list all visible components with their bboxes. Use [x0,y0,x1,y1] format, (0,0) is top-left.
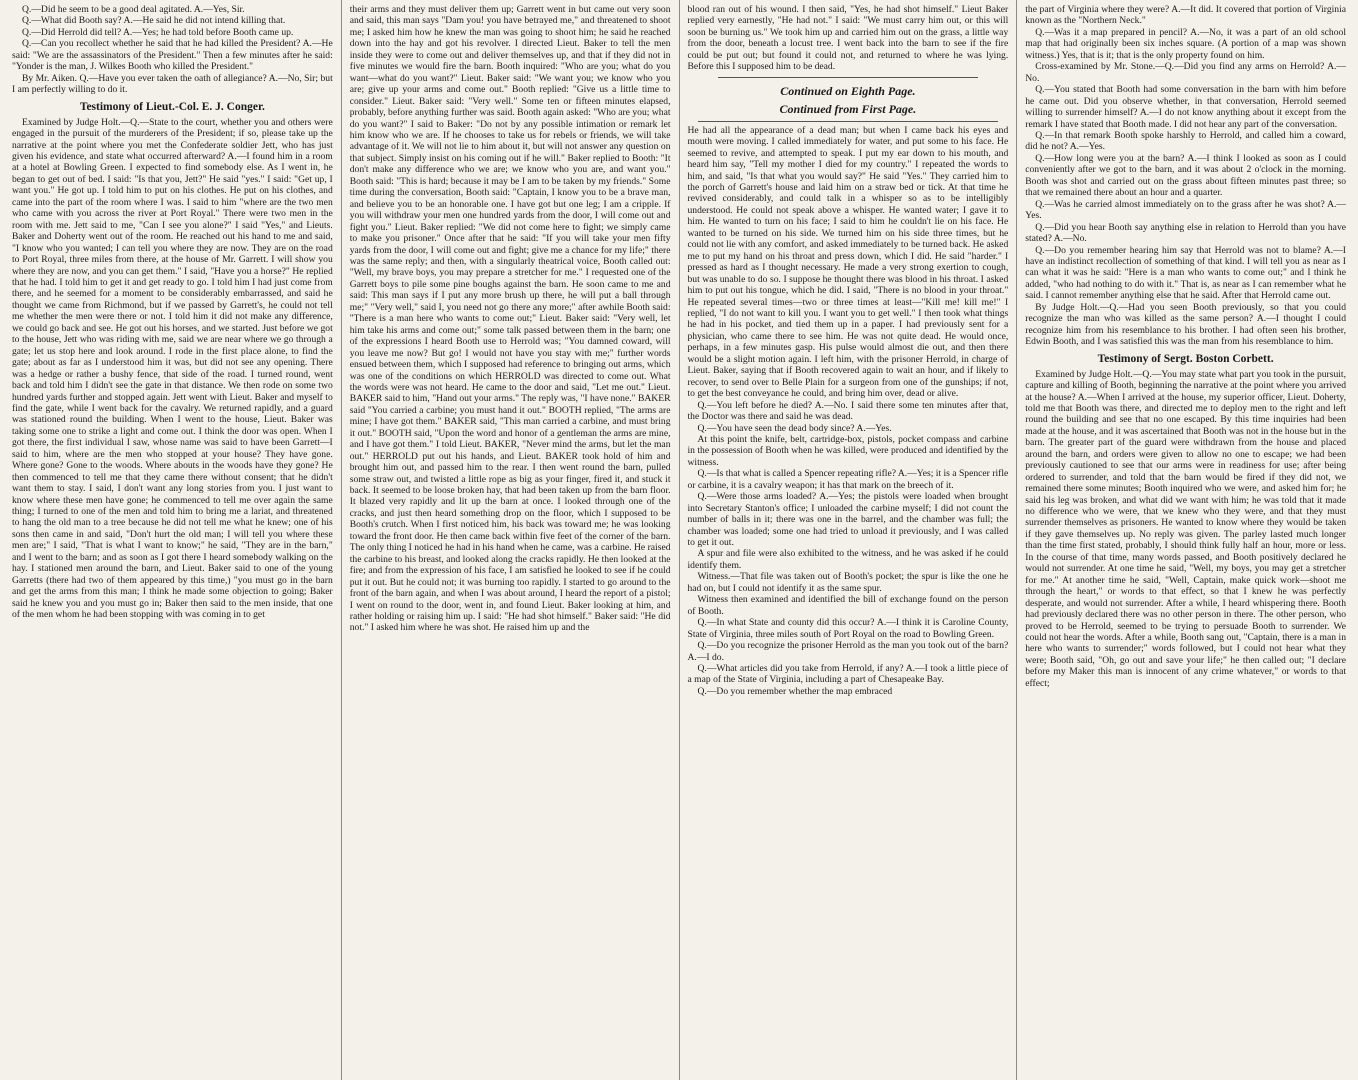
article-paragraph: Q.—Did he seem to be a good deal agitated. A.—Yes, Sir. [22,4,245,15]
article-paragraph: Q.—Do you recognize the prisoner Herrold as the man you took out of the barn? A.—I do. [687,640,1009,663]
article-paragraph: He had all the appearance of a dead man; but when I came back his eyes and mouth were moving. I called immediately for water, and put some to his face. He seemed to revive, and attempted to speak. I put my ear down to his mouth, and heard him say, "Tell my mother I died for my country." I repeated the words to him, and said, "Is that what you would say?" He said "Yes." They carried him to the porch of Garrett's house and laid him on a straw bed or tick. At that time he revived considerably, and could talk in a whisper so as to be intelligibly understood. He could not speak above a whisper. He wanted water; I gave it to him. He wanted to turn on his face; I said to him he couldn't lie on his face. He wanted to be turned on his side. We turned him on his side three times, but he could not lie with any comfort, and asked immediately to be turned back. He asked me to put my hand on his throat and press down, which I did. He said "harder." I pressed as hard as I thought necessary. He made a very strong exertion to cough, but was unable to do so. I suppose he thought there was blood in his throat. I asked him to put out his tongue, which he did. I said, "There is no blood in your throat." He repeated several times—two or three times at least—"Kill me! kill me!" I replied, "I do not want to kill you. I want you to get well." I then took what things he had in his pocket, and tied them up in a paper. I had previously sent for a physician, who came there to see him. He was not quite dead. He would once, perhaps, in a few minutes gasp. His pulse would almost die out, and then there would be a slight motion again. I left him, with the prisoner Herrold, in charge of Lieut. Baker, saying that if Booth recovered again to wait an hour, and if likely to recover, to send over to Belle Plain for a surgeon from one of the gunships; if not, to get the best conveyance he could, and bring him over, dead or alive. [687,124,1009,400]
section-heading: Testimony of Lieut.-Col. E. J. Conger. [79,100,265,113]
article-paragraph: By Mr. Aiken. Q.—Have you ever taken the oath of allegiance? A.—No, Sir; but I am perfectly willing to do it. [12,72,333,96]
article-paragraph: Q.—Was it a map prepared in pencil? A.—No, it was a part of an old school map that had originally been six inches square. (A portion of a map was shown witness.) Yes, that is it; that is the only property found on him. [1025,26,1346,61]
article-paragraph: their arms and they must deliver them up; Garrett went in but came out very soon and said, this man says "Dam you! you have betrayed me," and threatened to shoot me; I asked him how he knew the man was going to shoot him; he said he reached down into the hay and got his revolver. I directed Lieut. Baker to tell the men inside they were to come out and deliver themselves up, and that if they did not in five minutes we would fire the barn. Booth inquired: "Who are you; what do you want—what do you want?" Lieut. Baker said: "We want you; we know who you are; give up your arms and come out." Booth replied: "Give us a little time to consider." Lieut. Baker said: "Very well." Some ten or fifteen minutes elapsed, probably, before anything further was said. Booth again asked: "Who are you; what do you want?" I said to Baker: "Do not by any possible intimation or remark let him know who we are. If he chooses to take us for rebels or friends, we will take advantage of it. We will not lie to him about it, but will not answer any question on that subject. Simply insist on his coming out if he will." Baker replied to Booth: "It don't make any difference who we are; we know who you are, and want you." Booth said: "This is hard; because it may be I am to be taken by my friends." Some time during the conversation, Booth said: "Captain, I know you to be a brave man, and believe you to be an honorable one. I have got but one leg; I am a cripple. If you will withdraw your men one hundred yards from the door, I will come out and fight you." Lieut. Baker replied: "We did not come here to fight; we simply came to make you prisoner." Once after that he said: "If you will take your men fifty yards from the door, I will come out and fight; give me a chance for my life;" there was the same reply; and then, with a singularly theatrical voice, Booth called out: "Well, my brave boys, you may prepare a stretcher for me." I requested one of the Garrett boys to pile some pine boughs against the barn. He soon came to me and said: This man says if I put any more brush up there, he will put a ball through me;" "Very well," said I, you need not go there any more;" after awhile Booth said: "There is a man here who wants to come out;" Lieut. Baker said: "Very well, let him take his arms and come out;" some talk passed between them in the barn; one of the expressions I heard Booth use to Herrold was; "You damned coward, will you leave me now? But go! I would not have you stay with me;" further words ensued between them, which I supposed had reference to bringing out arms, which was one of the conditions on which HERROLD was directed to come out. What the words were was not heard. He came to the door and said, "Let me out." Lieut. BAKER said to him, "Hand out your arms." The reply was, "I have none." BAKER said "You carried a carbine; you must hand it out." BOOTH replied, "The arms are mine; I have got them." BAKER said, "This man carried a carbine, and must bring it out." BOOTH said, "Upon the word and honor of a gentleman the arms are mine, and I have got them." I told Lieut. BAKER, "Never mind the arms, but let the man out." HERROLD put out his hands, and Lieut. BAKER took hold of him and brought him out, and passed him to the rear. I then went round the barn, pulled some straw out, and twisted a little rope as big as your finger, fired it, and stuck it back. It seemed to be loose broken hay, that had been taken up from the barn floor. It blazed very rapidly and lit up the barn at once. I looked through one of the cracks, and just then heard something drop on the floor, which I supposed to be Booth's crutch. When I first noticed him, his back was toward me; he was looking toward the front door. He then came back within five feet of the corner of the barn. The only thing I noticed he had in his hand when he came, was a carbine. He raised the carbine to his breast, and looked along the cracks rapidly. He then looked at the fire; and from the expression of his face, I am satisfied he looked to see if he could put it out. But he could not; it was burning too rapidly. I started to go around to the front of the barn again, and when I was about around, I heard the report of a pistol; I went on round to the door, went in, and found Lieut. Baker looking at him, and rather holding or raising him up. I said: "He had shot himself." Baker said: "He did not." I asked him where he was shot. He raised him up and the [349,4,671,634]
article-paragraph: Q.—Can you recollect whether he said that he had killed the President? A.—He said: "We are the assassinators of the President." Then a few minutes after he said: "Yonder is the man, J. Wilkes Booth who killed the President." [12,38,333,73]
section-heading: Testimony of Sergt. Boston Corbett. [1097,352,1274,365]
article-paragraph: Q.—In what State and county did this occur? A.—I think it is Caroline County, State of Virginia, three miles south of Port Royal on the road to Bowling Green. [687,617,1009,640]
section-divider [718,77,979,78]
article-paragraph: Q.—Did Herrold did tell? A.—Yes; he had told before Booth came up. [22,26,294,38]
article-paragraph: Examined by Judge Holt.—Q.—You may state what part you took in the pursuit, capture and killing of Booth, beginning the narrative at the point where you arrived at the house? A.—When I arrived at the house, my superior officer, Lieut. Doherty, told me that Booth was there, and directed me to deploy men to the right and left round the building and see that no one escaped. By this time inquiries had been made at the house, and it was ascertained that Booth was not in the house but in the barn. The greater part of the guard were withdrawn from the house and placed around the barn, and orders were given to allow no one to escape; we had been previously cautioned to see that our arms were in readiness for use; after being ordered to surrender, and told that the barn would be fired if they did not, we remained there some minutes; Booth inquired who we were, and asked him for; he said his leg was broken, and what did we want with him; he was told that it made no difference who we were, that we knew who they were, and that they must surrender themselves as prisoners. He wanted to know where they would be taken if they gave themselves up. No reply was given. The parley lasted much longer than the time first stated, probably, I should think fully half an hour, more or less. In the course of that time, many words passed, and Booth positively declared he would not surrender. At one time he said, "Well, my boys, you may get a stretcher for me." At another time he said, "Well, Captain, make quick work—shoot me through the heart," or words to that effect, so that I knew he was perfectly desperate, and would not surrender. After a while, I heard whispering there. Booth had previously declared there was no other person in there. The other person, who proved to be Herrold, seemed to be trying to persuade Booth to surrender. We could not hear the words. After a while, Booth sang out, "Captain, there is a man in here who wants to surrender;" words followed, but I could not hear what they were; Booth said, "Oh, go out and save your life;" he then called out; "I declare before my Maker this man is innocent of any crime whatever," or words to that effect; [1025,368,1346,689]
column-4 [1016,0,1354,1080]
article-paragraph: Witness.—That file was taken out of Booth's pocket; the spur is like the one he had on, but I could not identify it as the same spur. [687,571,1009,594]
section-divider [698,121,999,122]
article-paragraph: Q.—Do you remember whether the map embraced [697,685,893,697]
article-paragraph: Q.—How long were you at the barn? A.—I think I looked as soon as I could conveniently after we got to the barn, and it was about 2 o'clock in the morning. Booth was shot and carried out on the grass about fifteen minutes past three; so that we remained there about an hour and a quarter. [1025,152,1346,199]
article-paragraph: Witness then examined and identified the bill of exchange found on the person of Booth. [687,594,1009,617]
article-paragraph: blood ran out of his wound. I then said, "Yes, he had shot himself." Lieut Baker replied very earnestly, "He had not." I said: "We must carry him out, or this will soon be burning us." We took him up and carried him out on the grass, a little way from the door, beneath a locust tree. I went back into the barn to see if the fire could be put out; but found it could not, and returned to where he was lying. Before this I supposed him to be dead. [687,4,1009,73]
column-1 [4,0,341,1080]
article-paragraph: Q.—You stated that Booth had some conversation in the barn with him before he came out. Did you observe whether, in that conversation, Herrold seemed willing to surrender himself? A.—I do not know anything about it except from the remark I have stated that Booth made. I did not hear any part of the conversation. [1025,84,1346,130]
article-paragraph: Q.—Was he carried almost immediately on to the grass after he was shot? A.—Yes. [1025,198,1346,222]
column-3 [679,0,1017,1080]
article-paragraph: Q.—Did you hear Booth say anything else in relation to Herrold than you have stated? A.—No. [1025,221,1346,245]
article-paragraph: A spur and file were also exhibited to the witness, and he was asked if he could identify them. [687,548,1009,571]
article-paragraph: Q.—Is that what is called a Spencer repeating rifle? A.—Yes; it is a Spencer rifle or carbine, it is a cavalry weapon; it has that mark on the breech of it. [687,468,1009,491]
article-paragraph: Q.—Do you remember hearing him say that Herrold was not to blame? A.—I have an indistinct recollection of something of that kind. I will tell you as near as I can what it was he said: "Here is a man who wants to come out;" and I think he added, "who had nothing to do with it." That is, as near as I can remember what he said. I cannot remember anything else that he said. After that Herrold came out. [1025,244,1346,302]
column-2 [341,0,679,1080]
continuation-notice: Continued on Eighth Page. [780,83,916,98]
article-paragraph: Q.—You left before he died? A.—No. I said there some ten minutes after that, the Doctor was there and said he was dead. [687,399,1009,423]
continuation-notice: Continued from First Page. [779,101,917,116]
article-paragraph: Q.—In that remark Booth spoke harshly to Herrold, and called him a coward, did he not? A.—Yes. [1025,129,1346,153]
article-paragraph: Q.—What articles did you take from Herrold, if any? A.—I took a little piece of a map of the State of Virginia, including a part of Chesapeake Bay. [687,663,1009,686]
article-paragraph: Q.—What did Booth say? A.—He said he did not intend killing that. [22,15,286,27]
article-paragraph: By Judge Holt.—Q.—Had you seen Booth previously, so that you could recognize the man who was killed as the same person? A.—I thought I could recognize him from his resemblance to his brother. I had often seen his brother, Edwin Booth, and I was satisfied this was the man from his resemblance to him. [1025,301,1346,348]
article-paragraph: At this point the knife, belt, cartridge-box, pistols, pocket compass and carbine in the possession of Booth when he was killed, were produced and identified by the witness. [687,433,1009,468]
article-paragraph: Q.—Were those arms loaded? A.—Yes; the pistols were loaded when brought into Secretary Stanton's office; I unloaded the carbine myself; I did not count the number of balls in it; there was one in the barrel, and the chamber was full; the chamber was loaded; some one had tried to unload it previously, and I was called to get it out. [687,491,1009,549]
article-paragraph: the part of Virginia where they were? A.—It did. It covered that portion of Virginia known as the "Northern Neck." [1025,4,1346,27]
article-paragraph: Examined by Judge Holt.—Q.—State to the court, whether you and others were engaged in the pursuit of the murderers of the President; if so, please take up the narrative at the point where you met the Confederate soldier Jett, who has just given his evidence, and state what occurred afterward? A.—I found him in a room at a hotel at Bowling Green. I expected to find somebody else. As I went in, he began to get out of bed. I said: "Is that you, Jett?" He said "yes." I said: "Get up, I want you." He got up. I told him to put on his clothes. He put on his clothes, and came into the part of the room where I was. I said to him "where are the two men who came with you across the river at Port Royal." There were two men in the room with me. Jett said to me, "Can I see you alone?" I said "Yes," and Lieuts. Baker and Doherty went out of the room. He reached out his hand to me and said, "I know who you wanted; I can tell you where they are now. They are on the road to Port Royal, three miles from there, at the house of Mr. Garrett. I will show you where they are now, and you can get them." I said, "Have you a horse?" He replied that he had. I told him to get it and get ready to go. I told him I had just come from there, and he seemed for a moment to be considerably embarrassed, and said he thought we came from Richmond, but if we passed by Garrett's, he could not tell me whether the men were there or not. I told him it did not make any difference, we could go back and see. He got out his horses, and we started. Just before we got to the house, Jett who was riding with me, said we are near where we go through a gate; let us stop here and look around. I rode in the first place alone, to find the gate; about as far as I understood him it was, but did not see any opening. There was a hedge or rather a bushy fence, that side of the road. I turned round, went back and told him I didn't see the gate in that distance. We then rode on some two hundred yards further and stopped again. Jett went with Lieut. Baker and myself to find the gate, while I went back for the cavalry. We returned rapidly, and a guard was stationed round the building. When I went to the house, Lieut. Baker was taking some one to strike a light and come out. I think the door was open. When I got there, the first individual I saw, whose name was said to have been Garrett—I said to him, where are the men who stopped at your house? They have gone. Where gone? Gone to the woods. Where abouts in the woods have they gone? He then commenced to tell me that they came there without consent; that he didn't want them to stay. I said, I don't want any long stories from you. I just want to know where these men have gone; he commenced to tell me over again the same thing; I turned to one of the men and told him to bring me a lariat, and threatened to hang the old man to a tree because he did not tell me what he knew; one of his sons then came in and said, "Don't hurt the old man; I will tell you where these men are;" I said, "That is what I want to know;" he said, "They are in the barn," and I went to the barn; and as soon as I got there I heard somebody walking on the hay. I stationed men around the barn, and Lieut. Baker said to one of the young Garretts (there had two of them appeared by this time,) "you must go in the barn and get the arms from this man; I think he made some objection to going; Baker said he knew you and you must go in; Baker then said to the men inside, that one of the men whom he had been stopping with was coming in to get [12,116,333,621]
article-paragraph: Q.—You have seen the dead body since? A.—Yes. [697,422,892,434]
article-paragraph: Cross-examined by Mr. Stone.—Q.—Did you find any arms on Herrold? A.—No. [1025,61,1346,84]
